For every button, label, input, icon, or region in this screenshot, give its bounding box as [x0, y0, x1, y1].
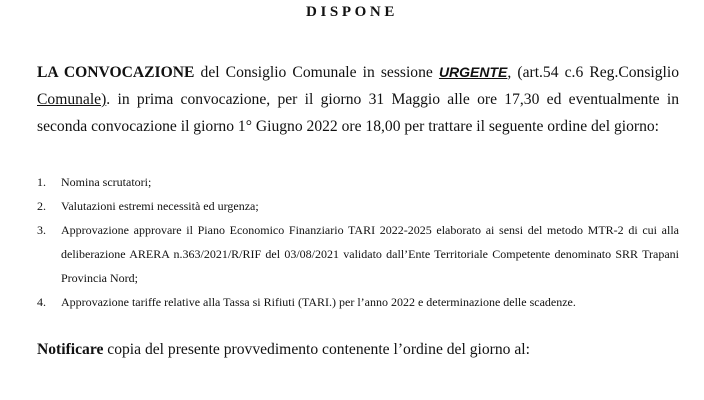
convocation-paragraph — [37, 59, 679, 140]
notify-text: copia del presente provvedimento contenente l’ordine del giorno al: — [103, 341, 530, 358]
convocation-text-3: Comunale) — [37, 91, 107, 108]
agenda-list — [37, 170, 679, 314]
notify-paragraph — [37, 339, 679, 361]
agenda-item-number: 2. — [37, 199, 46, 213]
urgent-label: URGENTE — [438, 64, 508, 80]
convocation-lead: LA CONVOCAZIONE — [37, 64, 195, 81]
agenda-item — [37, 290, 679, 314]
section-heading: DISPONE — [306, 4, 398, 20]
agenda-item — [37, 194, 679, 218]
convocation-text-1: del Consiglio Comunale in sessione — [194, 64, 439, 81]
agenda-item-text: Approvazione tariffe relative alla Tassa si Rifiuti (TARI.) per l’anno 2022 e determinazione delle scadenze. — [61, 295, 576, 309]
agenda-item-text: Approvazione approvare il Piano Economico Finanziario TARI 2022-2025 elaborato ai sensi del metodo MTR-2 di cui alla deliberazione ARERA n.363/2021/R/RIF del 03/08/2021 validato dall’Ente Territoriale Competente denominato SRR Trapani Provincia Nord; — [61, 223, 679, 285]
agenda-item-text: Nomina scrutatori; — [61, 175, 152, 189]
convocation-text-4: . in prima convocazione, per il giorno 31 Maggio alle ore 17,30 ed eventualmente in seconda convocazione il giorno 1° Giugno 2022 ore 18,00 per trattare il seguente ordine del giorno: — [37, 91, 679, 135]
agenda-item-number: 1. — [37, 175, 46, 189]
notify-lead: Notificare — [37, 341, 104, 358]
agenda-item-number: 3. — [37, 223, 46, 237]
agenda-item-number: 4. — [37, 295, 46, 309]
agenda-item — [37, 218, 679, 290]
convocation-text-2: , (art.54 c.6 Reg.Consiglio — [507, 64, 680, 81]
agenda-item-text: Valutazioni estremi necessità ed urgenza; — [61, 199, 259, 213]
agenda-item — [37, 170, 679, 194]
